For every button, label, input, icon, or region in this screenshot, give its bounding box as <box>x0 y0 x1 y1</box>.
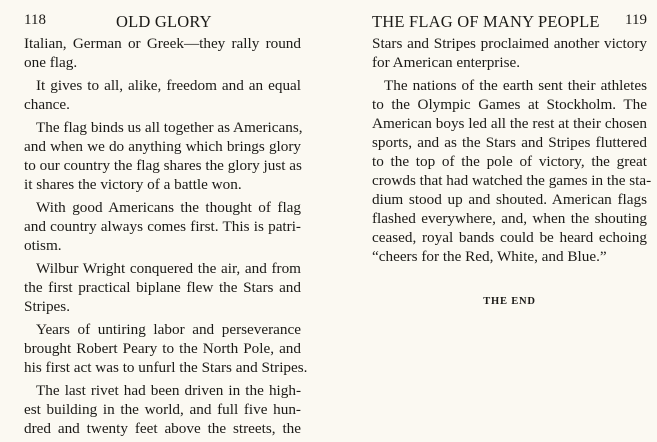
paragraph <box>24 259 301 316</box>
text-line: Italian, German or Greek—they rally round <box>24 35 301 52</box>
paragraph <box>24 198 301 255</box>
text-line: dred and twenty feet above the streets, the <box>24 420 301 437</box>
text-line: it shares the victory of a battle won. <box>24 176 242 193</box>
right-page-header <box>372 12 647 34</box>
paragraph <box>24 34 301 72</box>
text-line: to the top of the pole of victory, the great <box>372 153 647 170</box>
paragraph <box>24 381 301 438</box>
text-line: otism. <box>24 237 62 254</box>
text-line: brought Robert Peary to the North Pole, and <box>24 340 301 357</box>
left-page <box>24 0 308 437</box>
text-line: and when we do anything which brings glory <box>24 138 301 155</box>
left-running-title: OLD GLORY <box>116 12 212 31</box>
text-line: one flag. <box>24 54 78 71</box>
text-line: “cheers for the Red, White, and Blue.” <box>372 248 607 265</box>
text-line: With good Americans the thought of flag <box>36 199 301 216</box>
left-page-body <box>24 34 308 442</box>
text-line: Stars and Stripes proclaimed another victory <box>372 35 647 52</box>
text-line: chance. <box>24 96 70 113</box>
right-running-title: THE FLAG OF MANY PEOPLE <box>372 12 600 31</box>
paragraph <box>372 34 647 72</box>
right-page-body <box>372 34 652 270</box>
text-line: dium stood up and shouted. American flags <box>372 191 647 208</box>
text-line: the first practical biplane flew the Stars and <box>24 279 301 296</box>
paragraph <box>24 76 301 114</box>
text-line: crowds that had watched the games in the sta- <box>372 172 652 189</box>
text-line: to our country the flag shares the glory just as <box>24 157 302 174</box>
the-end-mark: THE END <box>483 296 536 307</box>
text-line: est building in the world, and full five hun- <box>24 401 301 418</box>
paragraph <box>24 118 301 194</box>
text-line: Wilbur Wright conquered the air, and from <box>36 260 301 277</box>
right-page-number: 119 <box>625 12 647 28</box>
left-page-header <box>24 12 301 34</box>
text-line: and country always comes first. This is patri- <box>24 218 301 235</box>
text-line: to the Olympic Games at Stockholm. The <box>372 96 647 113</box>
text-line: Years of untiring labor and perseverance <box>36 321 301 338</box>
text-line: The last rivet had been driven in the high- <box>36 382 301 399</box>
text-line: The flag binds us all together as Americans, <box>36 119 303 136</box>
text-line: It gives to all, alike, freedom and an equal <box>36 77 301 94</box>
text-line: flashed everywhere, and, when the shouting <box>372 210 647 227</box>
paragraph <box>24 320 308 377</box>
left-page-number: 118 <box>24 12 46 28</box>
right-page <box>372 0 652 428</box>
text-line: American boys led all the rest at their chosen <box>372 115 647 132</box>
text-line: ceased, royal bands could be heard echoing <box>372 229 647 246</box>
paragraph <box>372 76 652 266</box>
text-line: Stripes. <box>24 298 70 315</box>
text-line: his first act was to unfurl the Stars and Stripes. <box>24 359 308 376</box>
text-line: for American enterprise. <box>372 54 521 71</box>
text-line: sports, and as the Stars and Stripes fluttered <box>372 134 647 151</box>
text-line: The nations of the earth sent their athletes <box>384 77 647 94</box>
